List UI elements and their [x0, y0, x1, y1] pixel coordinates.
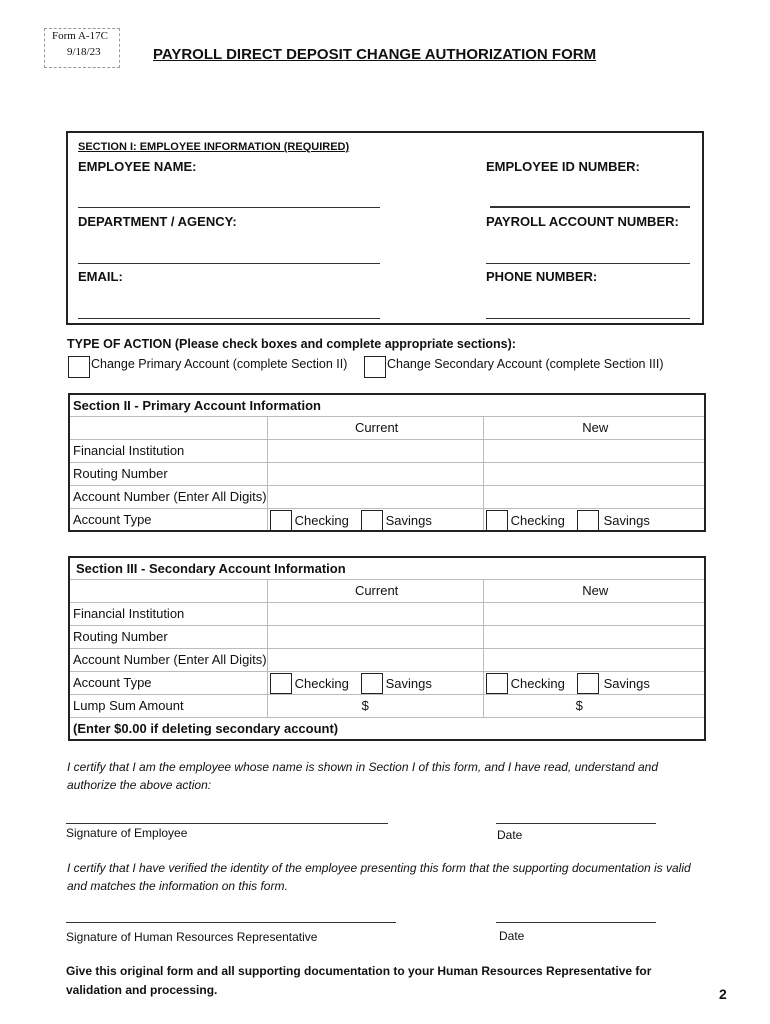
primary-account-table [68, 393, 706, 532]
row-label: Account Number (Enter All Digits) [69, 485, 267, 508]
new-routing-number[interactable] [483, 462, 705, 485]
employee-name-field[interactable] [78, 207, 380, 208]
row-label: Lump Sum Amount [69, 694, 267, 717]
employee-certification: I certify that I am the employee whose name is shown in Section I of this form, and I have read, understand and authorize the above action: [67, 760, 658, 792]
current-account-type [267, 671, 483, 694]
savings-label: Savings [603, 512, 650, 528]
new-financial-institution[interactable] [483, 602, 705, 625]
hr-signature-field[interactable] [66, 922, 396, 923]
current-savings-checkbox[interactable] [361, 510, 383, 531]
checking-label: Checking [510, 512, 565, 528]
section-2-heading: Section II - Primary Account Information [69, 394, 705, 416]
email-label: EMAIL: [78, 269, 123, 284]
employee-name-label: EMPLOYEE NAME: [78, 159, 197, 174]
savings-label: Savings [385, 512, 432, 528]
new-financial-institution[interactable] [483, 439, 705, 462]
secondary-account-table [68, 556, 706, 741]
row-label: Routing Number [69, 462, 267, 485]
new-account-type [483, 671, 705, 694]
section-1-heading: SECTION I: EMPLOYEE INFORMATION (REQUIRED) [78, 141, 350, 153]
form-date: 9/18/23 [67, 46, 101, 58]
hr-certification: I certify that I have verified the identity of the employee presenting this form that the supporting documentation is valid and matches the information on this form. [67, 861, 691, 893]
savings-label: Savings [603, 675, 650, 691]
new-account-number[interactable] [483, 485, 705, 508]
email-field[interactable] [78, 318, 380, 319]
new-account-number[interactable] [483, 648, 705, 671]
employee-id-label: EMPLOYEE ID NUMBER: [486, 159, 640, 174]
phone-label: PHONE NUMBER: [486, 269, 598, 284]
new-savings-checkbox[interactable] [577, 510, 599, 531]
payroll-account-field[interactable] [486, 263, 690, 264]
checking-label: Checking [294, 675, 349, 691]
page-number: 2 [719, 986, 727, 1002]
current-routing-number[interactable] [267, 462, 483, 485]
change-primary-label: Change Primary Account (complete Section II) [91, 357, 348, 371]
footer-instructions: Give this original form and all supporting documentation to your Human Resources Representative for validation and processing. [66, 964, 652, 997]
employee-signature-field[interactable] [66, 823, 388, 824]
action-heading: TYPE OF ACTION (Please check boxes and complete appropriate sections): [67, 337, 516, 351]
current-financial-institution[interactable] [267, 439, 483, 462]
row-label: Financial Institution [69, 439, 267, 462]
department-label: DEPARTMENT / AGENCY: [78, 214, 237, 229]
department-field[interactable] [78, 263, 380, 264]
hr-date-field[interactable] [496, 922, 656, 923]
change-secondary-label: Change Secondary Account (complete Section III) [387, 357, 664, 371]
date-label: Date [499, 929, 525, 943]
page-title: PAYROLL DIRECT DEPOSIT CHANGE AUTHORIZATION FORM [153, 46, 597, 63]
col-new: New [483, 579, 705, 602]
dollar-sign: $ [575, 698, 583, 713]
new-checking-checkbox[interactable] [486, 510, 508, 531]
col-current: Current [267, 579, 483, 602]
col-current: Current [267, 416, 483, 439]
current-account-number[interactable] [267, 485, 483, 508]
hr-signature-label: Signature of Human Resources Representative [66, 930, 318, 944]
new-savings-checkbox[interactable] [577, 673, 599, 694]
change-secondary-checkbox[interactable] [364, 356, 386, 378]
new-account-type [483, 508, 705, 531]
current-account-number[interactable] [267, 648, 483, 671]
delete-note: (Enter $0.00 if deleting secondary account) [69, 717, 705, 740]
section-3-heading: Section III - Secondary Account Information [69, 557, 705, 579]
checking-label: Checking [294, 512, 349, 528]
row-label: Account Type [69, 508, 267, 531]
row-label: Account Type [69, 671, 267, 694]
current-routing-number[interactable] [267, 625, 483, 648]
row-label: Account Number (Enter All Digits) [69, 648, 267, 671]
form-number: Form A-17C [52, 30, 108, 42]
current-checking-checkbox[interactable] [270, 510, 292, 531]
checking-label: Checking [510, 675, 565, 691]
payroll-account-label: PAYROLL ACCOUNT NUMBER: [486, 214, 679, 229]
current-account-type [267, 508, 483, 531]
new-checking-checkbox[interactable] [486, 673, 508, 694]
row-label: Routing Number [69, 625, 267, 648]
form-id-box [44, 28, 120, 68]
date-label: Date [497, 828, 523, 842]
employee-signature-label: Signature of Employee [66, 826, 188, 840]
employee-date-field[interactable] [496, 823, 656, 824]
change-primary-checkbox[interactable] [68, 356, 90, 378]
current-checking-checkbox[interactable] [270, 673, 292, 694]
savings-label: Savings [385, 675, 432, 691]
new-routing-number[interactable] [483, 625, 705, 648]
current-savings-checkbox[interactable] [361, 673, 383, 694]
current-lump-sum[interactable] [267, 694, 483, 717]
col-new: New [483, 416, 705, 439]
phone-field[interactable] [486, 318, 690, 319]
new-lump-sum[interactable] [483, 694, 705, 717]
dollar-sign: $ [361, 698, 369, 713]
row-label: Financial Institution [69, 602, 267, 625]
employee-id-field[interactable] [490, 206, 690, 208]
current-financial-institution[interactable] [267, 602, 483, 625]
